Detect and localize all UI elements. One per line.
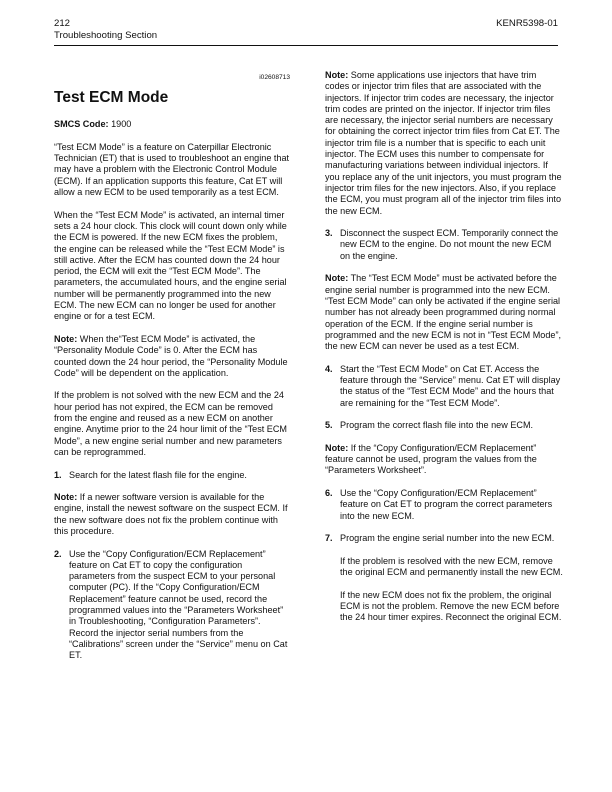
note-label: Note: [325, 70, 349, 80]
note-label: Note: [54, 492, 78, 503]
step-3 [325, 228, 563, 262]
step-7 [325, 533, 563, 623]
step-text: Start the “Test ECM Mode” on Cat ET. Access the feature through the “Service” menu. Cat ET will display the status of the “Test ECM Mode” and the hours that are remaining for the “Test ECM Mode”. [340, 363, 561, 408]
reference-id: i02608713 [259, 74, 290, 81]
step-6 [325, 488, 563, 522]
right-column [325, 70, 563, 635]
step-number: 1. [54, 469, 62, 480]
smcs-code [54, 119, 290, 130]
note-text: The “Test ECM Mode” must be activated before the engine serial number is programmed into the new ECM. “Test ECM Mode” can only be activated if the engine serial number has not already been programmed during normal operation of the ECM. If the engine serial number is programmed and the new ECM is not in “Test ECM Mode”, the new ECM can never be used as a test ECM. [325, 273, 562, 352]
smcs-label: SMCS Code: [54, 119, 109, 130]
note-label: Note: [54, 333, 78, 344]
note-parameters-worksheet [325, 443, 563, 477]
note-text: Some applications use injectors that have trim codes or injector trim files that are associated with the injectors. If injector trim codes are necessary, the injector trim codes are printed on the injector. If injector trim files are necessary, the injector serial numbers are necessary for obtaining the correct injector trim files from Cat ET. The injector trim file is a number that is specific to each unit injector. The ECM uses this number to compensate for manufacturing variations between individual injectors. If you replace any of the unit injectors, you must program the injector trim files for the new injectors. Also, if you replace the ECM, you must program all of the injector trim files into the new ECM. [325, 70, 562, 216]
step-number: 2. [54, 548, 62, 559]
step-text: Program the correct flash file into the new ECM. [340, 420, 534, 431]
step-text: Search for the latest flash file for the engine. [69, 469, 247, 480]
note-label: Note: [325, 273, 349, 284]
page-number: 212 [54, 18, 71, 29]
step-number: 5. [325, 420, 333, 431]
note-test-mode-activation [325, 273, 563, 352]
note-label: Note: [325, 442, 349, 453]
step-text: Disconnect the suspect ECM. Temporarily connect the new ECM to the engine. Do not mount the new ECM on the engine. [340, 228, 559, 261]
smcs-value: 1900 [108, 119, 132, 130]
step-number: 4. [325, 363, 333, 374]
page-title: Test ECM Mode [54, 89, 169, 107]
step-number: 3. [325, 228, 333, 239]
step-text: Use the “Copy Configuration/ECM Replacement” feature on Cat ET to copy the configuration parameters from the suspect ECM to your personal computer (PC). If the “Copy Configuration/ECM Replacement” feature cannot be used, record the programmed values into the “Parameters Worksheet” in Troubleshooting, “Configuration Parameters”. Record the injector serial numbers from the “Calibrations” screen under the “Service” menu on Cat ET. [69, 548, 288, 661]
document-id: KENR5398-01 [496, 18, 558, 29]
note-text: If the “Copy Configuration/ECM Replacement” feature cannot be used, program the values from the “Parameters Worksheet”. [325, 442, 537, 476]
section-title: Troubleshooting Section [54, 30, 158, 41]
timer-paragraph: When the “Test ECM Mode” is activated, an internal timer sets a 24 hour clock. This clock will count down only while the ECM is powered. If the new ECM fixes the problem, the engine can be released while the “Test ECM Mode” is still active. After the ECM has counted down the 24 hour period, the ECM will exit the “Test ECM Mode”. The parameters, the accumulated hours, and the engine serial number will be permanently programmed into the new ECM. The new ECM can no longer be used for another engine or for a test ECM. [54, 209, 287, 322]
step-number: 6. [325, 487, 333, 498]
step-number: 7. [325, 533, 333, 544]
note-newer-software [54, 492, 290, 537]
header-divider [54, 45, 558, 46]
reuse-paragraph: If the problem is not solved with the new ECM and the 24 hour period has not expired, the ECM can be removed from the engine and reused as a new ECM on another engine. Anytime prior to the 24 hour limit of the “Test ECM Mode”, a new engine serial number and new parameters can be reprogrammed. [54, 390, 288, 457]
step-1 [54, 470, 290, 481]
step-7-resolved-text: If the problem is resolved with the new ECM, remove the original ECM and permanently install the new ECM. [340, 555, 563, 578]
step-2 [54, 549, 290, 662]
note-personality-code [54, 334, 290, 379]
note-text: When the“Test ECM Mode” is activated, the “Personality Module Code” is 0. After the ECM has counted down the 24 hour period, the “Personality Module Code” will be dependent on the application. [54, 333, 288, 378]
step-4 [325, 364, 563, 409]
intro-paragraph: “Test ECM Mode” is a feature on Caterpillar Electronic Technician (ET) that is used to troubleshoot an engine that may have a problem with the Electronic Control Module (ECM). If an application supports this feature, Cat ET will allow a new ECM to be used temporarily as a test ECM. [54, 141, 290, 198]
note-injector-trim [325, 70, 563, 217]
step-5 [325, 420, 563, 431]
step-text: Program the engine serial number into the new ECM. [340, 533, 555, 544]
step-7-unresolved-text: If the new ECM does not fix the problem, the original ECM is not the problem. Remove the new ECM before the 24 hour timer expires. Reconnect the original ECM. [340, 589, 562, 623]
note-text: If a newer software version is available for the engine, install the newest software on the suspect ECM. If the new software does not fix the problem continue with this procedure. [54, 492, 288, 536]
left-column [54, 70, 290, 673]
step-text: Use the “Copy Configuration/ECM Replacement” feature on Cat ET to program the correct parameters into the new ECM. [340, 487, 553, 521]
